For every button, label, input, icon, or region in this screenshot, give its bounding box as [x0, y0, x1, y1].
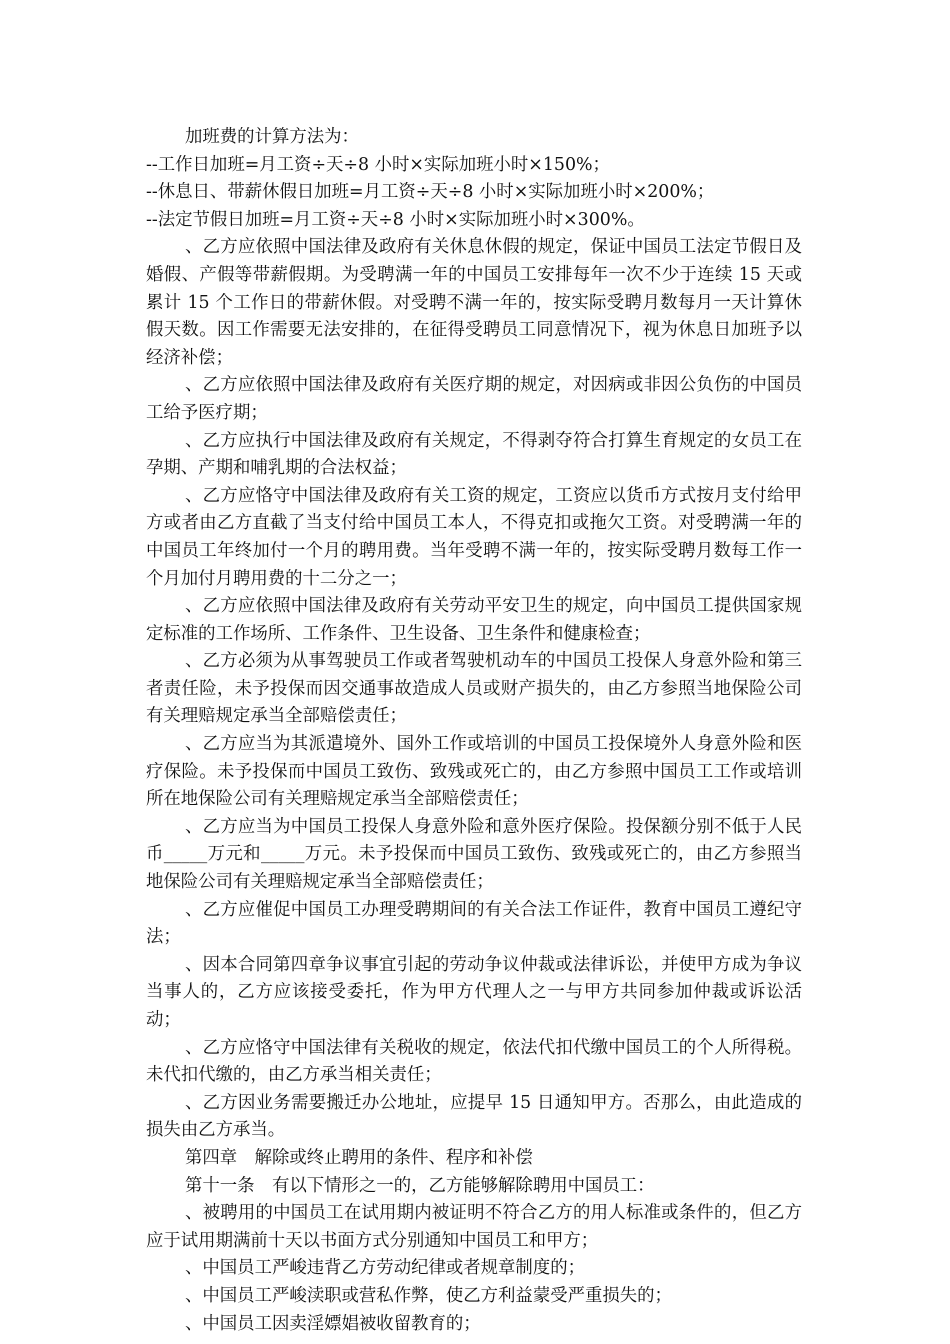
- document-page: [146, 124, 802, 1338]
- paragraph-overtime-intro: 加班费的计算方法为：: [185, 127, 359, 147]
- paragraph-clause-tax: 、乙方应恪守中国法律有关税收的规定，依法代扣代缴中国员工的个人所得税。未代扣代缴的，由乙方承当相关责任；: [146, 1037, 802, 1086]
- paragraph-clause-safety: 、乙方应依照中国法律及政府有关劳动平安卫生的规定，向中国员工提供国家规定标准的工作场所、工作条件、卫生设备、卫生条件和健康检查；: [146, 596, 802, 644]
- paragraph-item-malpractice: 、中国员工严峻渎职或营私作弊，使乙方利益蒙受严重损失的；: [185, 1285, 672, 1306]
- paragraph-item-probation: 、被聘用的中国员工在试用期内被证明不符合乙方的用人标准或条件的，但乙方应于试用期满前十天以书面方式分别通知中国员工和甲方；: [146, 1203, 802, 1251]
- paragraph-clause-work-permits: 、乙方应催促中国员工办理受聘期间的有关合法工作证件，教育中国员工遵纪守法；: [146, 899, 802, 948]
- paragraph-clause-wages: 、乙方应恪守中国法律及政府有关工资的规定，工资应以货币方式按月支付给甲方或者由乙方直截了当支付给中国员工本人，不得克扣或拖欠工资。对受聘满一年的中国员工年终加付一个月的聘用费。当年受聘不满一年的，按实际受聘月数每工作一个月加付月聘用费的十二分之一；: [146, 485, 802, 589]
- paragraph-clause-relocation: 、乙方因业务需要搬迁办公地址，应提早 15 日通知甲方。否那么，由此造成的损失由乙方承当。: [146, 1092, 802, 1141]
- paragraph-overtime-restday: --休息日、带薪休假日加班=月工资÷天÷8 小时×实际加班小时×200%；: [146, 182, 715, 203]
- paragraph-clause-female-rights: 、乙方应执行中国法律及政府有关规定，不得剥夺符合打算生育规定的女员工在孕期、产期和哺乳期的合法权益；: [146, 430, 802, 479]
- paragraph-item-discipline: 、中国员工严峻违背乙方劳动纪律或者规章制度的；: [185, 1258, 585, 1279]
- paragraph-clause-accident-insurance: 、乙方应当为中国员工投保人身意外险和意外医疗保险。投保额分别不低于人民币_____万元和_____万元。未予投保而中国员工致伤、致残或死亡的，由乙方参照当地保险公司有关理赔规定承当全部赔偿责任；: [146, 816, 802, 893]
- paragraph-overtime-holiday: --法定节假日加班=月工资÷天÷8 小时×实际加班小时×300%。: [146, 209, 645, 230]
- paragraph-clause-dispute: 、因本合同第四章争议事宜引起的劳动争议仲裁或法律诉讼，并使甲方成为争议当事人的，乙方应该接受委托，作为甲方代理人之一与甲方共同参加仲裁或诉讼活动；: [146, 954, 802, 1030]
- chapter-four-heading: 第四章 解除或终止聘用的条件、程序和补偿: [185, 1147, 533, 1168]
- paragraph-clause-leave: 、乙方应依照中国法律及政府有关休息休假的规定，保证中国员工法定节假日及婚假、产假等带薪假期。为受聘满一年的中国员工安排每年一次不少于连续 15 天或累计 15 个工作日的带薪休假。对受聘不满一年的，按实际受聘月数每月一天计算休假天数。因工作需要无法安排的，在征得受聘员工同意情况下，视为休息日加班予以经济补偿；: [146, 237, 802, 368]
- paragraph-clause-driver-insurance: 、乙方必须为从事驾驶员工作或者驾驶机动车的中国员工投保人身意外险和第三者责任险，未予投保而因交通事故造成人员或财产损失的，由乙方参照当地保险公司有关理赔规定承当全部赔偿责任；: [146, 651, 802, 727]
- paragraph-item-detention: 、中国员工因卖淫嫖娼被收留教育的；: [185, 1313, 481, 1334]
- article-eleven-heading: 第十一条 有以下情形之一的，乙方能够解除聘用中国员工：: [185, 1175, 655, 1196]
- paragraph-clause-medical-period: 、乙方应依照中国法律及政府有关医疗期的规定，对因病或非因公负伤的中国员工给予医疗期；: [146, 375, 802, 423]
- paragraph-overtime-workday: --工作日加班=月工资÷天÷8 小时×实际加班小时×150%；: [146, 154, 610, 175]
- paragraph-clause-overseas-insurance: 、乙方应当为其派遣境外、国外工作或培训的中国员工投保境外人身意外险和医疗保险。未予投保而中国员工致伤、致残或死亡的，由乙方参照中国员工工作或培训所在地保险公司有关理赔规定承当全部赔偿责任；: [146, 734, 802, 810]
